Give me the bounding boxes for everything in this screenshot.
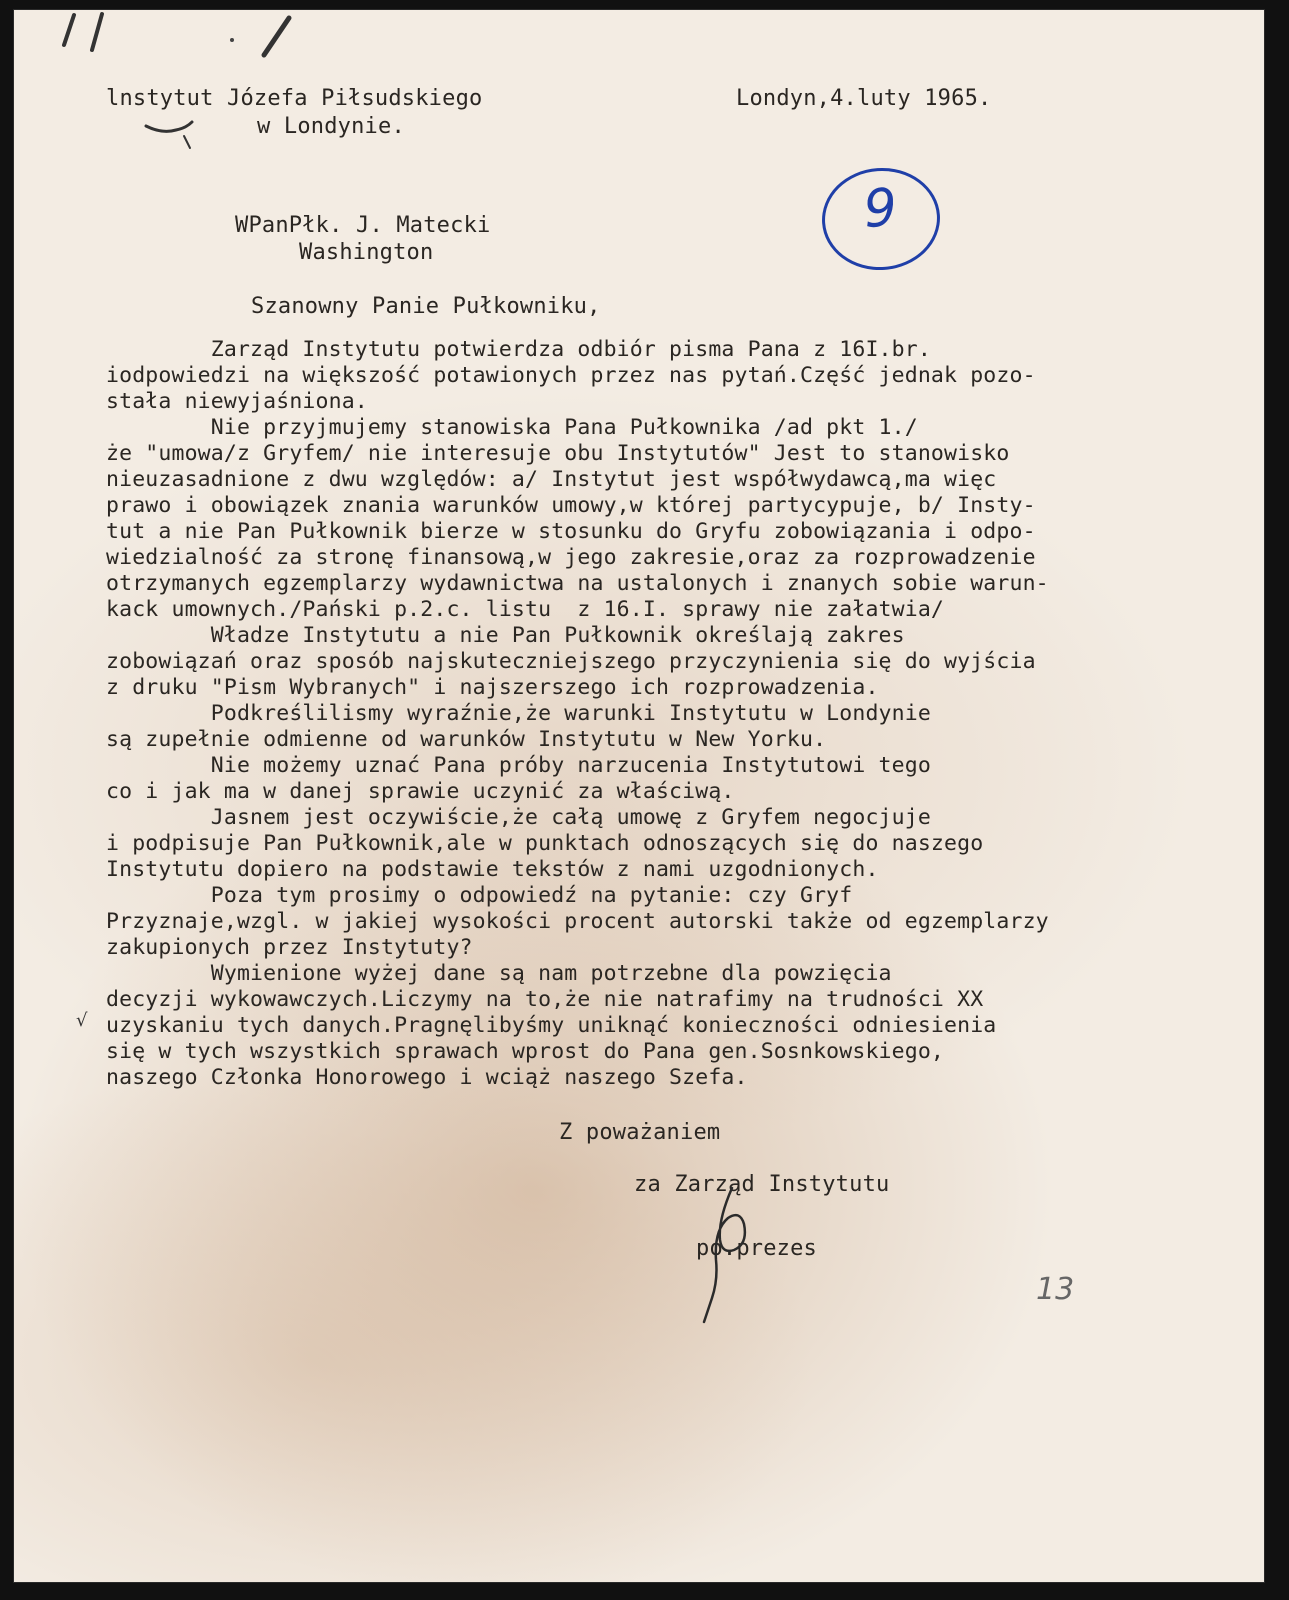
body-line: są zupełnie odmienne od warunków Instytutu w New Yorku. xyxy=(106,727,827,752)
body-line: Instytutu dopiero na podstawie tekstów z nami uzgodnionych. xyxy=(106,857,879,882)
signature-scribble xyxy=(674,1180,794,1330)
institute-name: lnstytut Józefa Piłsudskiego xyxy=(106,86,483,111)
body-line: prawo i obowiązek znania warunków umowy,w której partycypuje, b/ Insty- xyxy=(106,493,1036,518)
pencil-page-number: 13 xyxy=(1036,1272,1075,1307)
circled-number xyxy=(819,164,944,274)
body-line: Wymienione wyżej dane są nam potrzebne dla powzięcia xyxy=(106,961,892,986)
body-line: Przyznaje,wzgl. w jakiej wysokości procent autorski także od egzemplarzy xyxy=(106,909,1049,934)
salutation: Szanowny Panie Pułkowniku, xyxy=(251,294,601,319)
ink-squiggle xyxy=(142,116,212,156)
ink-marks-top xyxy=(54,10,314,70)
body-line: zakupionych przez Instytuty? xyxy=(106,935,473,960)
place-date: Londyn,4.luty 1965. xyxy=(736,86,992,111)
body-line: iodpowiedzi na większość potawionych przez nas pytań.Część jednak pozo- xyxy=(106,363,1036,388)
closing-title: po.prezes xyxy=(696,1236,818,1261)
body-line: i podpisuje Pan Pułkownik,ale w punktach odnoszących się do naszego xyxy=(106,831,984,856)
body-line: co i jak ma w danej sprawie uczynić za właściwą. xyxy=(106,779,735,804)
body-line: Nie przyjmujemy stanowiska Pana Pułkownika /ad pkt 1./ xyxy=(106,415,918,440)
body-line: wiedzialność za stronę finansową,w jego zakresie,oraz za rozprowadzenie xyxy=(106,545,1036,570)
body-line: Nie możemy uznać Pana próby narzucenia Instytutowi tego xyxy=(106,753,931,778)
body-line: decyzji wykowawczych.Liczymy na to,że nie natrafimy na trudności XX xyxy=(106,987,984,1012)
body-line: nieuzasadnione z dwu względów: a/ Instytut jest współwydawcą,ma więc xyxy=(106,467,997,492)
body-line: się w tych wszystkich sprawach wprost do Pana gen.Sosnkowskiego, xyxy=(106,1039,945,1064)
body-line: Zarząd Instytutu potwierdza odbiór pisma Pana z 16I.br. xyxy=(106,337,931,362)
closing-regards: Z poważaniem xyxy=(559,1120,721,1145)
body-line: otrzymanych egzemplarzy wydawnictwa na ustalonych i znanych sobie warun- xyxy=(106,571,1049,596)
body-line: uzyskaniu tych danych.Pragnęlibyśmy uniknąć konieczności odniesienia xyxy=(106,1013,997,1038)
institute-city: w Londynie. xyxy=(257,114,405,139)
body-line: Podkreślilismy wyraźnie,że warunki Instytutu w Londynie xyxy=(106,701,931,726)
body-line: Władze Instytutu a nie Pan Pułkownik określają zakres xyxy=(106,623,905,648)
body-line: że "umowa/z Gryfem/ nie interesuje obu Instytutów" Jest to stanowisko xyxy=(106,441,1010,466)
body-line: naszego Członka Honorowego i wciąż naszego Szefa. xyxy=(106,1065,748,1090)
letter-page xyxy=(14,10,1264,1582)
body-line: Jasnem jest oczywiście,że całą umowę z Gryfem negocjuje xyxy=(106,805,931,830)
body-line: stała niewyjaśniona. xyxy=(106,389,368,414)
recipient-name: WPanPłk. J. Matecki xyxy=(235,213,491,238)
body-line: zobowiązań oraz sposób najskuteczniejszego przyczynienia się do wyjścia xyxy=(106,649,1036,674)
body-line: z druku "Pism Wybranych" i najszerszego ich rozprowadzenia. xyxy=(106,675,879,700)
body-line: Poza tym prosimy o odpowiedź na pytanie: czy Gryf xyxy=(106,883,853,908)
body-line: tut a nie Pan Pułkownik bierze w stosunku do Gryfu zobowiązania i odpo- xyxy=(106,519,1036,544)
margin-tick-mark: √ xyxy=(76,1010,88,1031)
circled-number-label: 9 xyxy=(861,177,899,241)
recipient-city: Washington xyxy=(299,240,434,265)
closing-on-behalf: za Zarząd Instytutu xyxy=(634,1172,890,1197)
body-line: kack umownych./Pański p.2.c. listu z 16.I. sprawy nie załatwia/ xyxy=(106,597,945,622)
